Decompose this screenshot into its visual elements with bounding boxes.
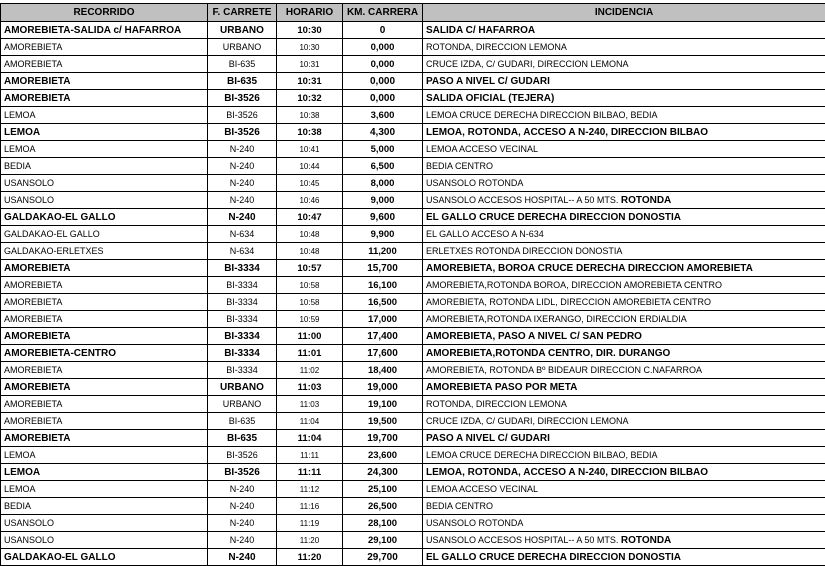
cell-carretera: N-240 bbox=[208, 498, 277, 515]
cell-horario: 11:20 bbox=[277, 532, 343, 549]
cell-km: 17,000 bbox=[343, 311, 423, 328]
cell-carretera: BI-3526 bbox=[208, 124, 277, 141]
cell-incidencia: PASO A NIVEL C/ GUDARI bbox=[423, 73, 825, 90]
cell-recorrido: LEMOA bbox=[1, 107, 208, 124]
cell-recorrido: AMOREBIETA bbox=[1, 328, 208, 345]
table-row bbox=[1, 481, 825, 498]
cell-recorrido: GALDAKAO-EL GALLO bbox=[1, 226, 208, 243]
cell-recorrido: AMOREBIETA bbox=[1, 277, 208, 294]
table-row bbox=[1, 430, 825, 447]
cell-recorrido: AMOREBIETA-SALIDA c/ HAFARROA bbox=[1, 22, 208, 39]
table-row bbox=[1, 73, 825, 90]
cell-incidencia: CRUCE IZDA, C/ GUDARI, DIRECCION LEMONA bbox=[423, 56, 825, 73]
cell-km: 16,500 bbox=[343, 294, 423, 311]
cell-incidencia: AMOREBIETA,ROTONDA CENTRO, DIR. DURANGO bbox=[423, 345, 825, 362]
cell-carretera: N-240 bbox=[208, 175, 277, 192]
cell-incidencia: ROTONDA, DIRECCION LEMONA bbox=[423, 396, 825, 413]
cell-horario: 11:12 bbox=[277, 481, 343, 498]
cell-incidencia: LEMOA CRUCE DERECHA DIRECCION BILBAO, BEDIA bbox=[423, 107, 825, 124]
cell-horario: 10:46 bbox=[277, 192, 343, 209]
cell-recorrido: LEMOA bbox=[1, 447, 208, 464]
cell-km: 11,200 bbox=[343, 243, 423, 260]
cell-incidencia: LEMOA ACCESO VECINAL bbox=[423, 481, 825, 498]
cell-recorrido: LEMOA bbox=[1, 141, 208, 158]
cell-recorrido: AMOREBIETA bbox=[1, 294, 208, 311]
cell-horario: 10:31 bbox=[277, 56, 343, 73]
cell-horario: 10:31 bbox=[277, 73, 343, 90]
cell-horario: 11:16 bbox=[277, 498, 343, 515]
cell-km: 19,700 bbox=[343, 430, 423, 447]
cell-recorrido: BEDIA bbox=[1, 498, 208, 515]
cell-incidencia: SALIDA C/ HAFARROA bbox=[423, 22, 825, 39]
cell-horario: 11:04 bbox=[277, 430, 343, 447]
cell-recorrido: USANSOLO bbox=[1, 532, 208, 549]
cell-km: 24,300 bbox=[343, 464, 423, 481]
cell-horario: 10:48 bbox=[277, 226, 343, 243]
cell-carretera: BI-3334 bbox=[208, 345, 277, 362]
table-row bbox=[1, 192, 825, 209]
cell-km: 0,000 bbox=[343, 56, 423, 73]
cell-km: 19,100 bbox=[343, 396, 423, 413]
cell-km: 4,300 bbox=[343, 124, 423, 141]
table-row bbox=[1, 22, 825, 39]
incidencia-text: USANSOLO ACCESOS HOSPITAL-- A 50 MTS. bbox=[426, 535, 621, 545]
cell-carretera: BI-3334 bbox=[208, 311, 277, 328]
cell-horario: 11:03 bbox=[277, 379, 343, 396]
cell-km: 9,600 bbox=[343, 209, 423, 226]
cell-km: 17,600 bbox=[343, 345, 423, 362]
cell-recorrido: GALDAKAO-EL GALLO bbox=[1, 209, 208, 226]
cell-incidencia bbox=[423, 192, 825, 209]
cell-carretera: BI-3526 bbox=[208, 464, 277, 481]
cell-recorrido: USANSOLO bbox=[1, 515, 208, 532]
cell-recorrido: AMOREBIETA bbox=[1, 260, 208, 277]
table-row bbox=[1, 141, 825, 158]
cell-horario: 10:38 bbox=[277, 124, 343, 141]
cell-carretera: BI-635 bbox=[208, 430, 277, 447]
table-row bbox=[1, 379, 825, 396]
cell-km: 23,600 bbox=[343, 447, 423, 464]
cell-carretera: N-240 bbox=[208, 192, 277, 209]
cell-horario: 10:30 bbox=[277, 22, 343, 39]
cell-carretera: BI-3334 bbox=[208, 277, 277, 294]
cell-recorrido: AMOREBIETA-CENTRO bbox=[1, 345, 208, 362]
cell-horario: 10:30 bbox=[277, 39, 343, 56]
table-row bbox=[1, 243, 825, 260]
table-row bbox=[1, 226, 825, 243]
header-km: KM. CARRERA bbox=[343, 4, 423, 22]
cell-km: 0 bbox=[343, 22, 423, 39]
cell-carretera: URBANO bbox=[208, 39, 277, 56]
table-row bbox=[1, 175, 825, 192]
incidencia-emphasis: ROTONDA bbox=[621, 195, 671, 206]
cell-carretera: N-634 bbox=[208, 243, 277, 260]
cell-carretera: URBANO bbox=[208, 379, 277, 396]
cell-recorrido: AMOREBIETA bbox=[1, 379, 208, 396]
cell-recorrido: AMOREBIETA bbox=[1, 311, 208, 328]
cell-km: 19,500 bbox=[343, 413, 423, 430]
cell-km: 8,000 bbox=[343, 175, 423, 192]
cell-incidencia: AMOREBIETA, BOROA CRUCE DERECHA DIRECCION AMOREBIETA bbox=[423, 260, 825, 277]
cell-horario: 11:00 bbox=[277, 328, 343, 345]
table-row bbox=[1, 56, 825, 73]
cell-km: 28,100 bbox=[343, 515, 423, 532]
cell-recorrido: GALDAKAO-ERLETXES bbox=[1, 243, 208, 260]
table-row bbox=[1, 498, 825, 515]
table-row bbox=[1, 311, 825, 328]
table-row bbox=[1, 464, 825, 481]
route-table bbox=[0, 3, 825, 566]
header-carretera: F. CARRETE bbox=[208, 4, 277, 22]
table-row bbox=[1, 413, 825, 430]
cell-horario: 10:48 bbox=[277, 243, 343, 260]
cell-carretera: BI-3526 bbox=[208, 90, 277, 107]
cell-incidencia: ERLETXES ROTONDA DIRECCION DONOSTIA bbox=[423, 243, 825, 260]
cell-recorrido: LEMOA bbox=[1, 124, 208, 141]
cell-incidencia: SALIDA OFICIAL (TEJERA) bbox=[423, 90, 825, 107]
table-row bbox=[1, 396, 825, 413]
cell-carretera: N-240 bbox=[208, 481, 277, 498]
header-recorrido: RECORRIDO bbox=[1, 4, 208, 22]
header-horario: HORARIO bbox=[277, 4, 343, 22]
cell-horario: 10:44 bbox=[277, 158, 343, 175]
cell-incidencia: AMOREBIETA,ROTONDA BOROA, DIRECCION AMOREBIETA CENTRO bbox=[423, 277, 825, 294]
cell-incidencia: AMOREBIETA, ROTONDA Bº BIDEAUR DIRECCION C.NAFARROA bbox=[423, 362, 825, 379]
cell-incidencia: LEMOA, ROTONDA, ACCESO A N-240, DIRECCION BILBAO bbox=[423, 124, 825, 141]
table-row bbox=[1, 328, 825, 345]
cell-carretera: BI-3526 bbox=[208, 107, 277, 124]
cell-carretera: BI-3334 bbox=[208, 294, 277, 311]
cell-km: 9,900 bbox=[343, 226, 423, 243]
cell-km: 17,400 bbox=[343, 328, 423, 345]
cell-horario: 11:19 bbox=[277, 515, 343, 532]
cell-horario: 11:11 bbox=[277, 447, 343, 464]
table-row bbox=[1, 39, 825, 56]
table-row bbox=[1, 532, 825, 549]
cell-km: 3,600 bbox=[343, 107, 423, 124]
cell-km: 29,700 bbox=[343, 549, 423, 566]
cell-recorrido: AMOREBIETA bbox=[1, 413, 208, 430]
cell-recorrido: LEMOA bbox=[1, 464, 208, 481]
cell-carretera: BI-3334 bbox=[208, 328, 277, 345]
table-row bbox=[1, 209, 825, 226]
cell-horario: 11:02 bbox=[277, 362, 343, 379]
cell-incidencia: CRUCE IZDA, C/ GUDARI, DIRECCION LEMONA bbox=[423, 413, 825, 430]
cell-incidencia: AMOREBIETA, ROTONDA LIDL, DIRECCION AMOREBIETA CENTRO bbox=[423, 294, 825, 311]
cell-carretera: N-240 bbox=[208, 209, 277, 226]
cell-carretera: N-240 bbox=[208, 549, 277, 566]
cell-carretera: N-240 bbox=[208, 515, 277, 532]
cell-carretera: URBANO bbox=[208, 22, 277, 39]
cell-horario: 10:38 bbox=[277, 107, 343, 124]
cell-km: 0,000 bbox=[343, 73, 423, 90]
cell-recorrido: AMOREBIETA bbox=[1, 90, 208, 107]
cell-horario: 11:04 bbox=[277, 413, 343, 430]
table-row bbox=[1, 124, 825, 141]
table-row bbox=[1, 90, 825, 107]
cell-incidencia: EL GALLO CRUCE DERECHA DIRECCION DONOSTIA bbox=[423, 209, 825, 226]
table-row bbox=[1, 345, 825, 362]
cell-km: 0,000 bbox=[343, 39, 423, 56]
cell-incidencia: BEDIA CENTRO bbox=[423, 498, 825, 515]
cell-carretera: BI-3334 bbox=[208, 260, 277, 277]
cell-recorrido: AMOREBIETA bbox=[1, 56, 208, 73]
cell-km: 18,400 bbox=[343, 362, 423, 379]
table-row bbox=[1, 107, 825, 124]
cell-horario: 10:47 bbox=[277, 209, 343, 226]
cell-carretera: BI-635 bbox=[208, 56, 277, 73]
cell-carretera: BI-3334 bbox=[208, 362, 277, 379]
cell-carretera: N-240 bbox=[208, 158, 277, 175]
header-incidencia: INCIDENCIA bbox=[423, 4, 825, 22]
cell-incidencia: PASO A NIVEL C/ GUDARI bbox=[423, 430, 825, 447]
cell-recorrido: AMOREBIETA bbox=[1, 362, 208, 379]
cell-km: 5,000 bbox=[343, 141, 423, 158]
cell-carretera: BI-3526 bbox=[208, 447, 277, 464]
cell-carretera: URBANO bbox=[208, 396, 277, 413]
cell-carretera: BI-635 bbox=[208, 413, 277, 430]
cell-horario: 11:20 bbox=[277, 549, 343, 566]
cell-km: 19,000 bbox=[343, 379, 423, 396]
cell-horario: 10:57 bbox=[277, 260, 343, 277]
cell-carretera: N-240 bbox=[208, 532, 277, 549]
cell-incidencia: LEMOA ACCESO VECINAL bbox=[423, 141, 825, 158]
table-row bbox=[1, 260, 825, 277]
cell-incidencia: ROTONDA, DIRECCION LEMONA bbox=[423, 39, 825, 56]
header-row bbox=[1, 4, 825, 22]
cell-horario: 10:59 bbox=[277, 311, 343, 328]
cell-km: 25,100 bbox=[343, 481, 423, 498]
cell-incidencia: USANSOLO ROTONDA bbox=[423, 515, 825, 532]
table-row bbox=[1, 447, 825, 464]
table-row bbox=[1, 158, 825, 175]
cell-km: 9,000 bbox=[343, 192, 423, 209]
cell-horario: 10:58 bbox=[277, 277, 343, 294]
cell-recorrido: BEDIA bbox=[1, 158, 208, 175]
cell-km: 16,100 bbox=[343, 277, 423, 294]
cell-recorrido: AMOREBIETA bbox=[1, 430, 208, 447]
cell-km: 26,500 bbox=[343, 498, 423, 515]
cell-recorrido: GALDAKAO-EL GALLO bbox=[1, 549, 208, 566]
cell-incidencia: EL GALLO ACCESO A N-634 bbox=[423, 226, 825, 243]
table-row bbox=[1, 294, 825, 311]
cell-recorrido: AMOREBIETA bbox=[1, 396, 208, 413]
cell-incidencia: BEDIA CENTRO bbox=[423, 158, 825, 175]
cell-incidencia: AMOREBIETA,ROTONDA IXERANGO, DIRECCION ERDIALDIA bbox=[423, 311, 825, 328]
cell-incidencia: EL GALLO CRUCE DERECHA DIRECCION DONOSTIA bbox=[423, 549, 825, 566]
incidencia-emphasis: ROTONDA bbox=[621, 535, 671, 546]
cell-km: 15,700 bbox=[343, 260, 423, 277]
cell-horario: 10:58 bbox=[277, 294, 343, 311]
cell-horario: 10:45 bbox=[277, 175, 343, 192]
cell-carretera: N-240 bbox=[208, 141, 277, 158]
cell-incidencia: AMOREBIETA, PASO A NIVEL C/ SAN PEDRO bbox=[423, 328, 825, 345]
table-body bbox=[1, 22, 825, 566]
cell-incidencia: LEMOA CRUCE DERECHA DIRECCION BILBAO, BEDIA bbox=[423, 447, 825, 464]
cell-recorrido: USANSOLO bbox=[1, 175, 208, 192]
cell-incidencia bbox=[423, 532, 825, 549]
cell-km: 6,500 bbox=[343, 158, 423, 175]
cell-horario: 11:03 bbox=[277, 396, 343, 413]
cell-incidencia: AMOREBIETA PASO POR META bbox=[423, 379, 825, 396]
cell-horario: 10:32 bbox=[277, 90, 343, 107]
table-row bbox=[1, 515, 825, 532]
cell-incidencia: LEMOA, ROTONDA, ACCESO A N-240, DIRECCION BILBAO bbox=[423, 464, 825, 481]
cell-horario: 11:11 bbox=[277, 464, 343, 481]
cell-recorrido: AMOREBIETA bbox=[1, 73, 208, 90]
table-row bbox=[1, 362, 825, 379]
cell-recorrido: LEMOA bbox=[1, 481, 208, 498]
cell-recorrido: AMOREBIETA bbox=[1, 39, 208, 56]
cell-carretera: BI-635 bbox=[208, 73, 277, 90]
cell-km: 29,100 bbox=[343, 532, 423, 549]
table-row bbox=[1, 277, 825, 294]
incidencia-text: USANSOLO ACCESOS HOSPITAL-- A 50 MTS. bbox=[426, 195, 621, 205]
cell-horario: 11:01 bbox=[277, 345, 343, 362]
cell-km: 0,000 bbox=[343, 90, 423, 107]
cell-carretera: N-634 bbox=[208, 226, 277, 243]
cell-horario: 10:41 bbox=[277, 141, 343, 158]
cell-recorrido: USANSOLO bbox=[1, 192, 208, 209]
cell-incidencia: USANSOLO ROTONDA bbox=[423, 175, 825, 192]
table-row bbox=[1, 549, 825, 566]
